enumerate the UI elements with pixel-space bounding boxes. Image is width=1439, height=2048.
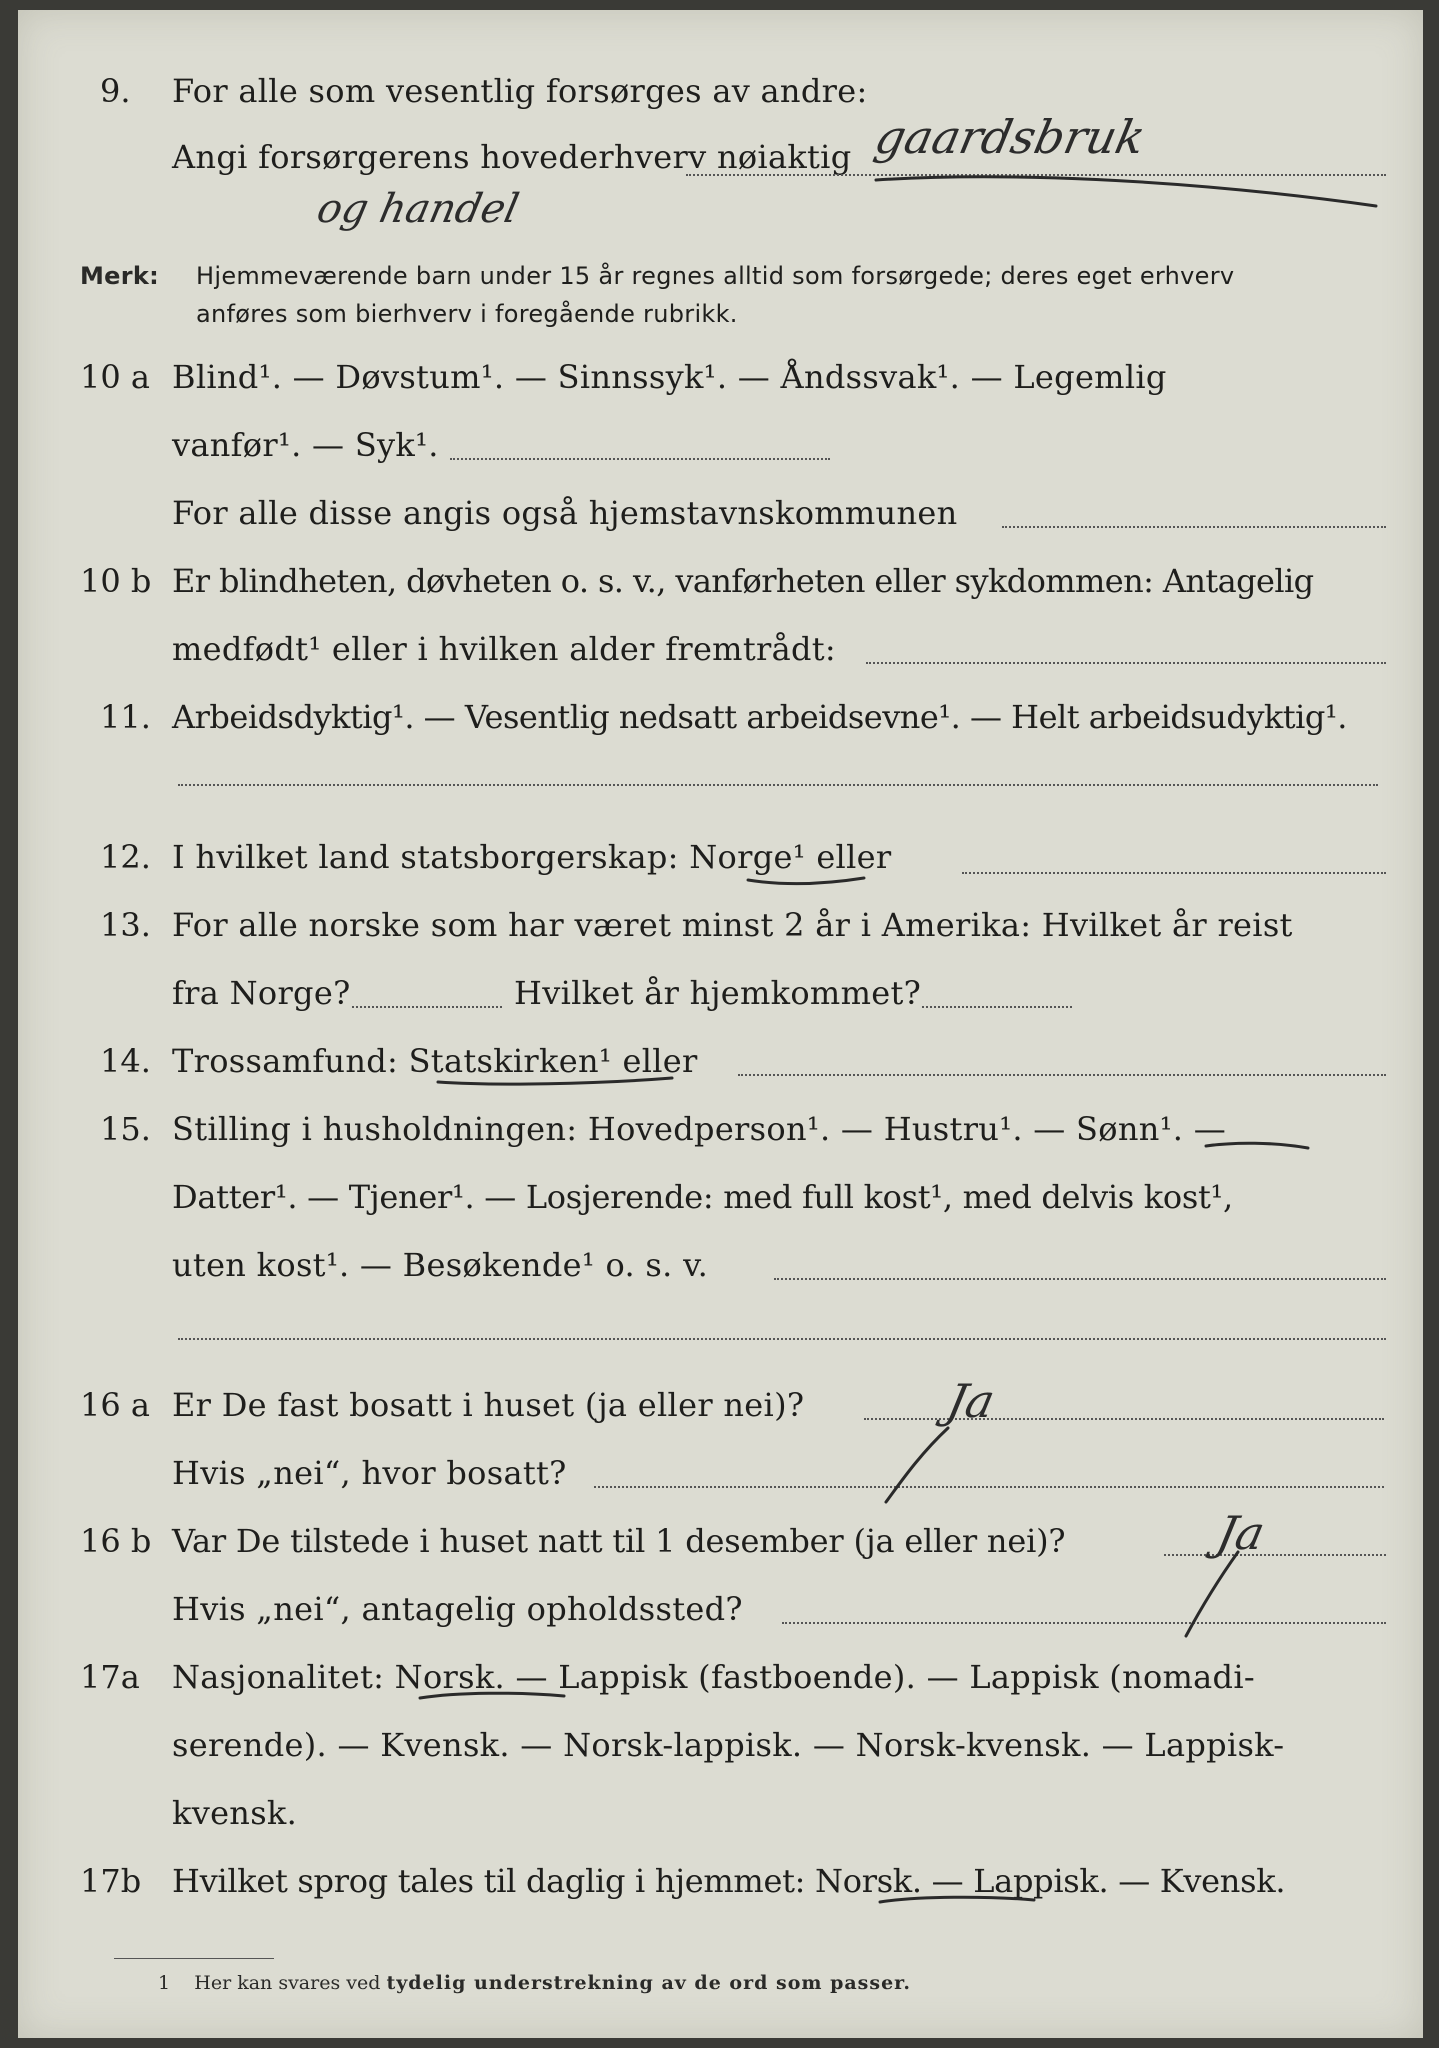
q15-number: 15. (100, 1110, 151, 1148)
q16b-line1: Var De tilstede i huset natt til 1 desember (ja eller nei)? (172, 1522, 1066, 1560)
q12-line1: I hvilket land statsborgerskap: Norge¹ eller (172, 838, 892, 876)
q14-underline-statskirken (436, 1074, 676, 1090)
q16b-number: 16 b (80, 1522, 152, 1560)
merk-line2: anføres som bierhverv i foregående rubrikk. (196, 300, 738, 328)
q10a-line1: Blind¹. — Døvstum¹. — Sinnssyk¹. — Åndssvak¹. — Legemlig (172, 358, 1167, 396)
q10a-number: 10 a (80, 358, 150, 396)
q17a-number: 17a (80, 1658, 140, 1696)
q10a-hometown-line (1002, 526, 1386, 528)
q15-answer-line (774, 1278, 1386, 1280)
footnote-mark: 1 (158, 1972, 171, 1994)
q12-underline-norge (746, 874, 866, 890)
q16b-check-mark (1178, 1550, 1258, 1640)
merk-line1: Hjemmeværende barn under 15 år regnes alltid som forsørgede; deres eget erhverv (196, 262, 1235, 290)
q13-line1: For alle norske som har været minst 2 år i Amerika: Hvilket år reist (172, 906, 1293, 944)
q17a-line2: serende). — Kvensk. — Norsk-lappisk. — Norsk-kvensk. — Lappisk- (172, 1726, 1285, 1764)
footnote-text-a: Her kan svares ved (194, 1972, 381, 1994)
q16a-line1: Er De fast bosatt i huset (ja eller nei)? (172, 1386, 805, 1424)
q16b-location-line (782, 1622, 1386, 1624)
q12-answer-line (962, 872, 1386, 874)
q13-departure-line (352, 1006, 502, 1008)
q17a-underline-norsk (418, 1688, 568, 1704)
footnote (158, 1972, 911, 1994)
q16a-check-mark (878, 1426, 968, 1506)
q9-line2: Angi forsørgerens hovederhverv nøiaktig (172, 138, 852, 176)
q16a-line2: Hvis „nei“, hvor bosatt? (172, 1454, 567, 1492)
q14-number: 14. (100, 1042, 151, 1080)
q9-handwritten-answer2: og handel (313, 186, 523, 232)
q16a-number: 16 a (80, 1386, 150, 1424)
q16a-residence-line (594, 1486, 1384, 1488)
q14-line1: Trossamfund: Statskirken¹ eller (172, 1042, 698, 1080)
q13-line2b: Hvilket år hjemkommet? (514, 974, 922, 1012)
q16b-line2: Hvis „nei“, antagelig opholdssted? (172, 1590, 743, 1628)
q9-handwritten-answer1: gaardsbruk (870, 110, 1151, 164)
q16a-handwritten-answer: Ja (942, 1374, 1000, 1428)
census-form-page (18, 10, 1423, 2038)
q10b-line1: Er blindheten, døvheten o. s. v., vanførheten eller sykdommen: Antagelig (172, 562, 1314, 600)
q17b-underline-norsk (878, 1892, 1038, 1908)
q9-flourish (876, 170, 1396, 210)
q11-number: 11. (100, 698, 151, 736)
q9-number: 9. (100, 72, 131, 110)
q16a-answer-line (864, 1418, 1384, 1420)
q17a-line1: Nasjonalitet: Norsk. — Lappisk (fastboende). — Lappisk (nomadi- (172, 1658, 1255, 1696)
q13-line2a: fra Norge? (172, 974, 351, 1012)
footnote-text-b: tydelig understrekning av de ord som passer. (386, 1972, 912, 1994)
q15-separator (178, 1338, 1386, 1340)
q12-number: 12. (100, 838, 151, 876)
q13-number: 13. (100, 906, 151, 944)
q10b-answer-line (866, 662, 1386, 664)
q15-line1: Stilling i husholdningen: Hovedperson¹. — Hustru¹. — Sønn¹. — (172, 1110, 1227, 1148)
q10b-number: 10 b (80, 562, 152, 600)
q10a-line3: For alle disse angis også hjemstavnskommunen (172, 494, 958, 532)
q11-separator (178, 784, 1378, 786)
q17a-line3: kvensk. (172, 1794, 298, 1832)
q10b-line2: medfødt¹ eller i hvilken alder fremtrådt: (172, 630, 836, 668)
q10a-line2: vanfør¹. — Syk¹. (172, 426, 439, 464)
q17b-number: 17b (80, 1862, 142, 1900)
q17b-line1: Hvilket sprog tales til daglig i hjemmet: Norsk. — Lappisk. — Kvensk. (172, 1862, 1286, 1900)
q16b-handwritten-answer: Ja (1212, 1506, 1270, 1560)
footnote-rule (114, 1958, 274, 1959)
q10a-answer-line (450, 458, 830, 460)
q15-line2: Datter¹. — Tjener¹. — Losjerende: med full kost¹, med delvis kost¹, (172, 1178, 1233, 1216)
q9-line1: For alle som vesentlig forsørges av andre: (172, 72, 868, 110)
q15-underline-sonn (1204, 1138, 1314, 1154)
q15-line3: uten kost¹. — Besøkende¹ o. s. v. (172, 1246, 709, 1284)
merk-label: Merk: (80, 262, 160, 290)
q13-return-line (922, 1006, 1072, 1008)
q14-answer-line (738, 1074, 1386, 1076)
q11-line1: Arbeidsdyktig¹. — Vesentlig nedsatt arbeidsevne¹. — Helt arbeidsudyktig¹. (172, 698, 1347, 736)
